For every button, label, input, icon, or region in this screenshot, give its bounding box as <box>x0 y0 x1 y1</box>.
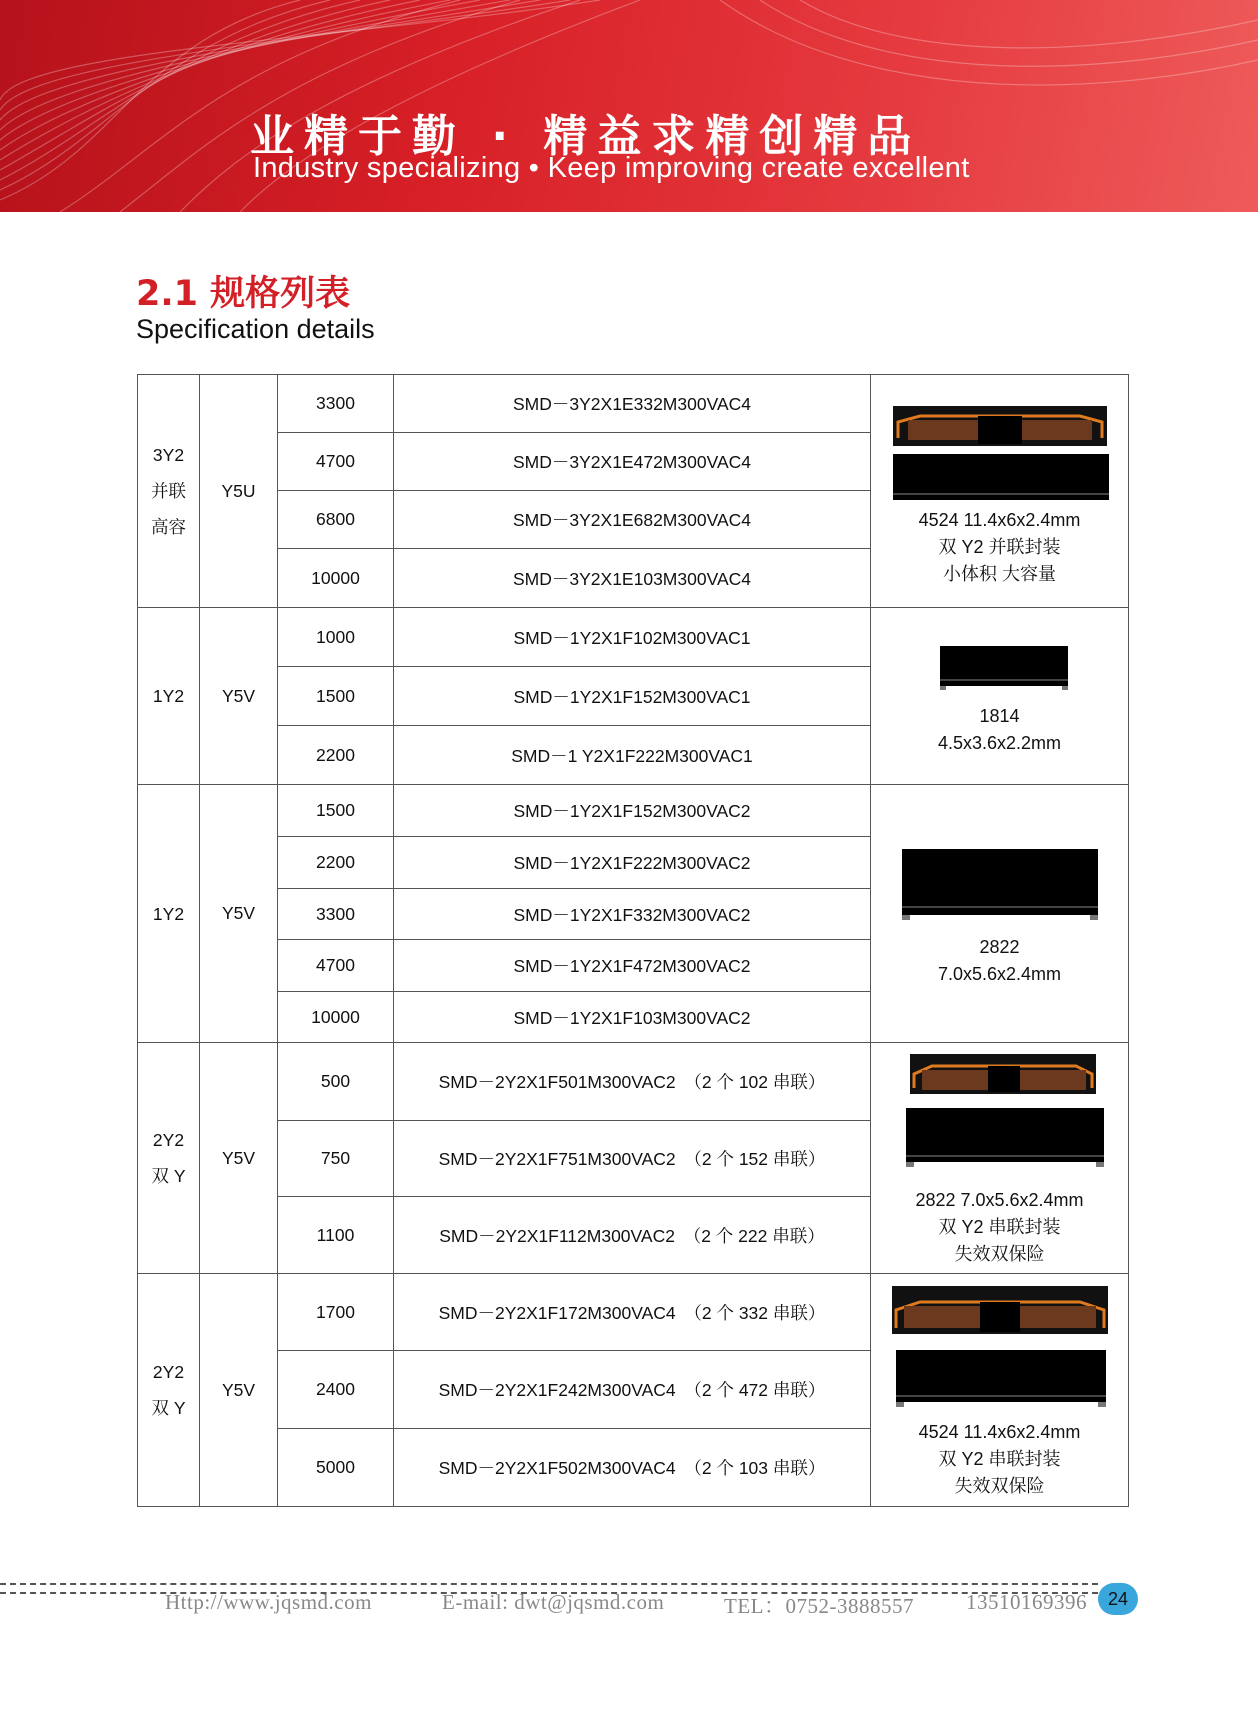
banner-english-slogan: Industry specializing • Keep improving create excellent <box>253 152 970 184</box>
material-cell: Y5V <box>200 785 278 1043</box>
model-cell: SMD－1Y2X1F222M300VAC2 <box>394 837 871 889</box>
model-cell: SMD－3Y2X1E103M300VAC4 <box>394 549 871 608</box>
series-cell <box>138 785 200 1043</box>
series-label: 双 Y <box>151 1166 186 1186</box>
package-4524-series-image <box>880 1280 1120 1414</box>
series-label: 1Y2 <box>152 903 185 924</box>
model-cell: SMD－2Y2X1F502M300VAC4 （2 个 103 串联） <box>394 1429 871 1507</box>
series-label: 高容 <box>151 517 186 537</box>
series-cell <box>138 1043 200 1274</box>
capacitance-cell: 4700 <box>278 940 394 992</box>
material-cell: Y5V <box>200 1274 278 1507</box>
model-cell: SMD－1Y2X1F152M300VAC1 <box>394 667 871 726</box>
capacitance-cell: 4700 <box>278 433 394 491</box>
package-description: 2822 7.0x5.6x2.4mm 双 Y2 串联封装 失效双保险 <box>915 1190 1084 1264</box>
package-cell <box>871 1274 1129 1507</box>
model-cell: SMD－1 Y2X1F222M300VAC1 <box>394 726 871 785</box>
capacitance-cell: 5000 <box>278 1429 394 1507</box>
series-cell <box>138 375 200 608</box>
package-2822-image <box>880 839 1120 929</box>
capacitance-cell: 10000 <box>278 992 394 1043</box>
model-cell: SMD－3Y2X1E332M300VAC4 <box>394 375 871 433</box>
series-cell <box>138 1274 200 1507</box>
capacitance-cell: 1500 <box>278 667 394 726</box>
package-cell <box>871 608 1129 785</box>
capacitance-cell: 2200 <box>278 726 394 785</box>
table-row <box>138 375 1129 433</box>
material-cell: Y5V <box>200 608 278 785</box>
header-banner <box>0 0 1258 212</box>
package-description: 4524 11.4x6x2.4mm 双 Y2 并联封装 小体积 大容量 <box>918 510 1081 584</box>
capacitance-cell: 2200 <box>278 837 394 889</box>
series-label: 双 Y <box>151 1398 186 1418</box>
footer-website[interactable]: Http://www.jqsmd.com <box>165 1590 372 1614</box>
capacitance-cell: 10000 <box>278 549 394 608</box>
capacitance-cell: 2400 <box>278 1351 394 1429</box>
model-cell: SMD－3Y2X1E682M300VAC4 <box>394 491 871 549</box>
series-label: 2Y2 <box>152 1130 185 1150</box>
model-cell: SMD－3Y2X1E472M300VAC4 <box>394 433 871 491</box>
specification-table <box>137 374 1129 1507</box>
model-cell: SMD－2Y2X1F112M300VAC2 （2 个 222 串联） <box>394 1197 871 1274</box>
section-subtitle: Specification details <box>136 314 375 344</box>
capacitance-cell: 3300 <box>278 375 394 433</box>
section-title: 2.1 规格列表 <box>136 274 351 314</box>
package-2822-series-image <box>880 1048 1120 1182</box>
package-cell <box>871 375 1129 608</box>
model-cell: SMD－1Y2X1F103M300VAC2 <box>394 992 871 1043</box>
table-row <box>138 1274 1129 1351</box>
footer-email[interactable]: E-mail: dwt@jqsmd.com <box>442 1590 665 1614</box>
model-cell: SMD－1Y2X1F332M300VAC2 <box>394 889 871 940</box>
capacitance-cell: 500 <box>278 1043 394 1121</box>
capacitance-cell: 1700 <box>278 1274 394 1351</box>
series-label: 1Y2 <box>152 686 185 706</box>
material-cell: Y5U <box>200 375 278 608</box>
package-cell <box>871 785 1129 1043</box>
package-description: 1814 4.5x3.6x2.2mm <box>937 705 1062 753</box>
series-label: 2Y2 <box>152 1362 185 1382</box>
capacitance-cell: 3300 <box>278 889 394 940</box>
model-cell: SMD－1Y2X1F472M300VAC2 <box>394 940 871 992</box>
package-cell <box>871 1043 1129 1274</box>
banner-chinese-slogan: 业精于勤 · 精益求精创精品 <box>250 111 922 162</box>
model-cell: SMD－1Y2X1F102M300VAC1 <box>394 608 871 667</box>
model-cell: SMD－2Y2X1F501M300VAC2 （2 个 102 串联） <box>394 1043 871 1121</box>
series-cell <box>138 608 200 785</box>
model-cell: SMD－1Y2X1F152M300VAC2 <box>394 785 871 837</box>
capacitance-cell: 750 <box>278 1121 394 1197</box>
model-cell: SMD－2Y2X1F751M300VAC2 （2 个 152 串联） <box>394 1121 871 1197</box>
table-row <box>138 1043 1129 1121</box>
table-row <box>138 785 1129 837</box>
package-4524-parallel-image <box>880 394 1120 502</box>
series-label: 3Y2 <box>152 445 185 465</box>
capacitance-cell: 1500 <box>278 785 394 837</box>
material-cell: Y5V <box>200 1043 278 1274</box>
capacitance-cell: 1100 <box>278 1197 394 1274</box>
page-number-badge: 24 <box>1098 1583 1138 1615</box>
footer-telephone: TEL：0752-3888557 <box>724 1594 914 1618</box>
capacitance-cell: 1000 <box>278 608 394 667</box>
package-description: 2822 7.0x5.6x2.4mm <box>937 937 1062 984</box>
model-cell: SMD－2Y2X1F172M300VAC4 （2 个 332 串联） <box>394 1274 871 1351</box>
footer-mobile: 13510169396 <box>966 1590 1087 1614</box>
model-cell: SMD－2Y2X1F242M300VAC4 （2 个 472 串联） <box>394 1351 871 1429</box>
package-1814-image <box>880 636 1120 698</box>
capacitance-cell: 6800 <box>278 491 394 549</box>
table-row <box>138 608 1129 667</box>
package-description: 4524 11.4x6x2.4mm 双 Y2 串联封装 失效双保险 <box>918 1422 1081 1496</box>
series-label: 并联 <box>151 481 186 501</box>
